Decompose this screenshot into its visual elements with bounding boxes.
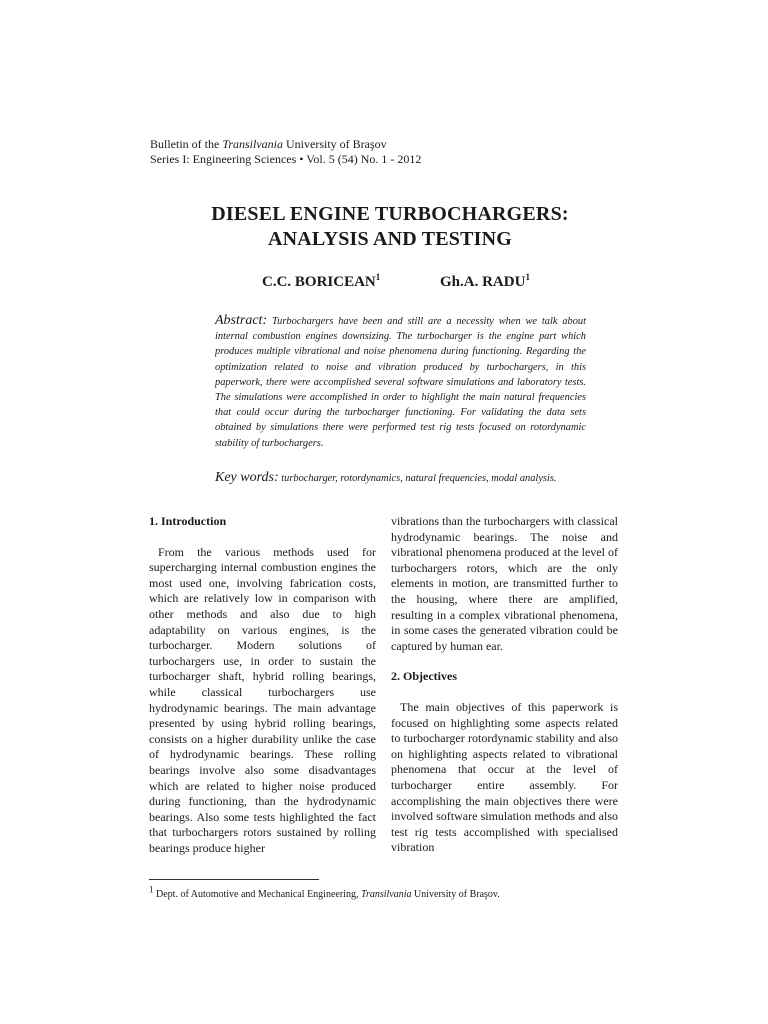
footnote-mark: 1 <box>149 884 154 895</box>
footnote-prefix: Dept. of Automotive and Mechanical Engineering, <box>153 889 361 900</box>
introduction-paragraph-continued: vibrations than the turbochargers with classical hydrodynamic bearings. The noise and vibrational phenomena produced at the level of turbochargers rotors, which are the only elements in motion, are transmitted further to the housing, where there are amplified, resulting in a complex vibrational phenomena, in some cases the generated vibration could be captured by human ear. <box>391 514 618 653</box>
footnote-divider <box>149 879 319 880</box>
journal-header <box>150 137 421 167</box>
keywords-label: Key words: <box>215 470 279 485</box>
journal-line-1 <box>150 137 421 152</box>
author-1 <box>262 274 380 291</box>
keywords-text: turbocharger, rotordynamics, natural frequencies, modal analysis. <box>281 473 557 484</box>
footnote-italic: Transilvania <box>360 889 412 900</box>
objectives-paragraph: The main objectives of this paperwork is focused on highlighting some aspects related to turbocharger rotordynamic stability and also on highlighting aspects related to vibrational phenomena that occur at the level of turbocharger entire assembly. For accomplishing the main objectives there were involved software simulation methods and also test rig tests accomplished with specialised vibration <box>391 699 618 855</box>
title-line-2: ANALYSIS AND TESTING <box>267 228 513 250</box>
footnote-suffix: University of Braşov. <box>411 889 500 900</box>
abstract <box>215 313 586 451</box>
journal-name-prefix: Bulletin of the <box>150 137 223 151</box>
left-column <box>149 514 376 856</box>
right-column <box>391 514 618 856</box>
author-2-name: Gh.A. RADU <box>440 274 526 290</box>
abstract-label: Abstract: <box>215 313 268 328</box>
abstract-text: Turbochargers have been and still are a necessity when we talk about internal combustion engines downsizing. The turbocharger is the engine part which produces multiple vibrational and noise phenomena during functioning. Regarding the optimization related to noise and vibration produced by turbochargers, in this paperwork, there were accomplished several software simulations and laboratory tests. The simulations were accomplished in order to highlight the main natural frequencies that could occur during the turbocharger functioning. For validating the data sets obtained by simulations there were performed test rig tests focused on rotordynamic stability of turbochargers. <box>215 316 586 449</box>
title-line-1: DIESEL ENGINE TURBOCHARGERS: <box>211 203 569 225</box>
keywords <box>215 470 595 486</box>
affiliation-footnote <box>149 884 500 901</box>
author-1-name: C.C. BORICEAN <box>262 274 376 290</box>
journal-name-italic: Transilvania <box>222 137 284 151</box>
author-2-affiliation-mark: 1 <box>525 272 530 282</box>
paper-title <box>170 202 610 252</box>
section-heading-introduction: 1. Introduction <box>149 514 227 528</box>
author-1-affiliation-mark: 1 <box>375 272 381 282</box>
section-heading-objectives: 2. Objectives <box>391 669 457 684</box>
journal-line-2: Series I: Engineering Sciences • Vol. 5 (54) No. 1 - 2012 <box>150 152 422 166</box>
journal-name-suffix: University of Braşov <box>283 137 387 151</box>
introduction-paragraph: From the various methods used for supercharging internal combustion engines the most used one, involving fabrication costs, which are relatively low in comparison with other methods and also due to high adaptability on various engines, is the turbocharger. Modern solutions of turbochargers use, in order to sustain the turbocharger shaft, hybrid rolling bearings, while classical turbochargers use hydrodynamic bearings. The main advantage presented by using hybrid rolling bearings, consists on a higher durability unlike the case of hydrodynamic bearings. These rolling bearings involve also some disadvantages which are related to higher noise produced during functioning, than the hydrodynamic bearings. Also some tests highlighted the fact that turbochargers rotors sustained by rolling bearings produce higher <box>149 544 376 855</box>
author-2 <box>440 274 530 291</box>
